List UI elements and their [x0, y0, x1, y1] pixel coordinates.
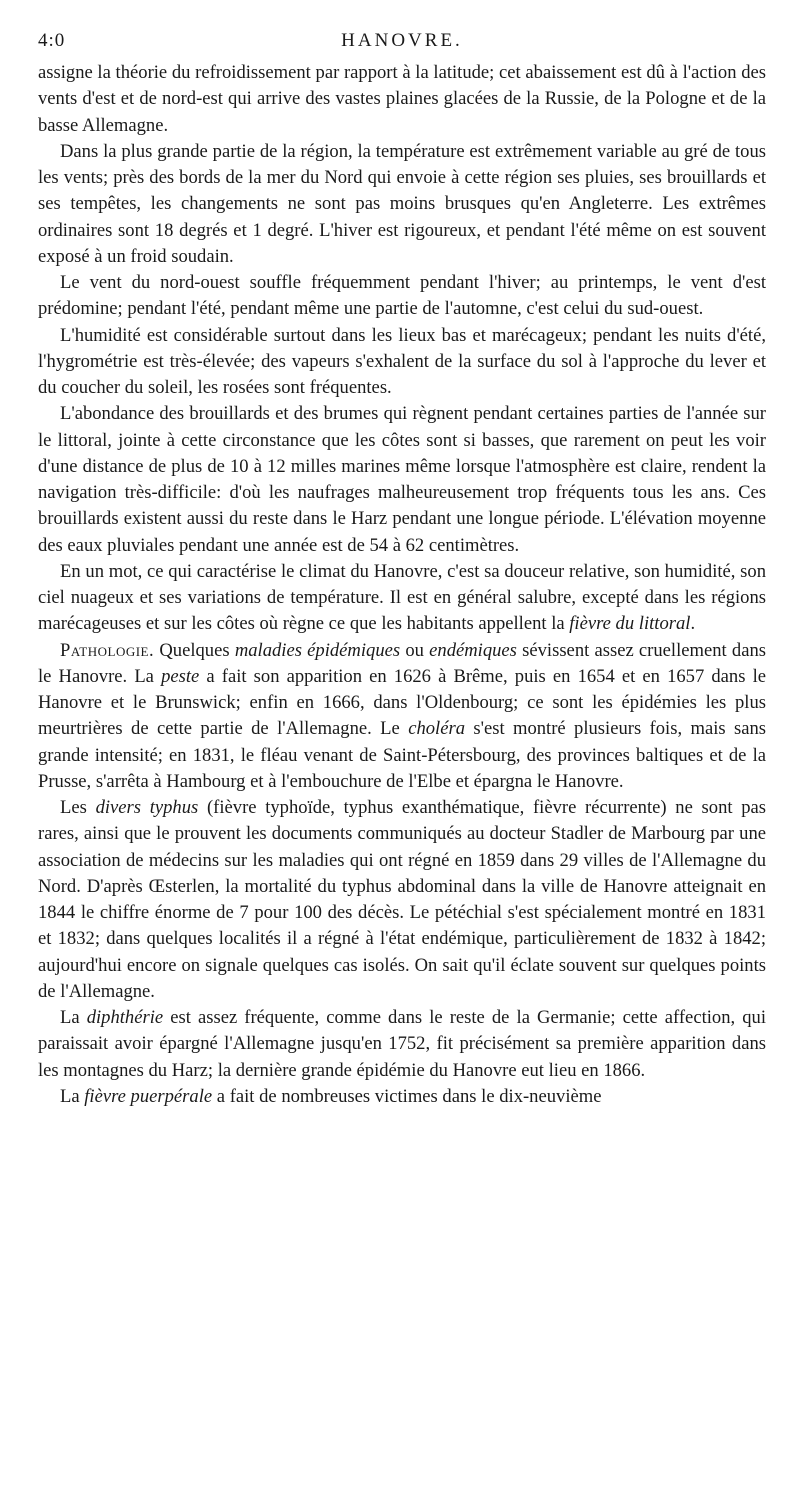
- paragraph: [38, 559, 766, 638]
- paragraph: [38, 795, 766, 1005]
- page-number: 4:0: [38, 30, 66, 51]
- italic-term: choléra: [408, 718, 465, 740]
- text-run: est assez fréquente, comme dans le reste de la Germanie; cette affection, qui paraissait avoir épargné l'Allemagne jusqu'en 1752, fit précisément sa première apparition dans les montagnes du Harz; la dernière grande épidémie du Hanovre eut lieu en 1866.: [38, 1007, 766, 1081]
- paragraph: [38, 60, 766, 139]
- text-run: Le vent du nord-ouest souffle fréquemment pendant l'hiver; au printemps, le vent d'est prédomine; pendant l'été, pendant même une partie de l'automne, c'est celui du sud-ouest.: [38, 272, 766, 320]
- paragraph: [38, 1005, 766, 1084]
- italic-term: fièvre du littoral: [569, 613, 691, 635]
- text-run: assigne la théorie du refroidissement par rapport à la latitude; cet abaissement est dû à l'action des vents d'est et de nord-est qui arrive des vastes plaines glacées de la Russie, de la Pologne et de la basse Allemagne.: [38, 62, 766, 136]
- text-run: La: [60, 1085, 85, 1107]
- italic-term: maladies épidémiques: [234, 639, 401, 661]
- text-run: L'abondance des brouillards et des brumes qui règnent pendant certaines parties de l'année sur le littoral, jointe à cette circonstance que les côtes sont si basses, que rarement on peut les voir d'une distance de plus de 10 à 12 milles marines même lorsque l'atmosphère est claire, rendent la navigation très-difficile: d'où les naufrages malheureusement trop fréquents tous les ans. Ces brouillards existent aussi du reste dans le Harz pendant une longue période. L'élévation moyenne des eaux pluviales pendant une année est de 54 à 62 centimètres.: [38, 403, 766, 556]
- text-run: sévissent assez cruellement dans le Hanovre. La: [38, 639, 766, 687]
- text-run: s'est montré plusieurs fois, mais sans grande intensité; en 1831, le fléau venant de Saint-Pétersbourg, des provinces baltiques et de la Prusse, s'arrêta à Hambourg et à l'embouchure de l'Elbe et épargna le Hanovre.: [38, 718, 766, 792]
- body-text: [38, 60, 766, 1110]
- document-page: [38, 30, 766, 1110]
- page-header: [38, 30, 766, 60]
- text-run: Les: [60, 797, 96, 818]
- text-run: .: [690, 613, 696, 635]
- italic-term: peste: [161, 665, 200, 687]
- italic-term: diphthérie: [86, 1007, 164, 1028]
- text-run: La: [60, 1007, 87, 1028]
- italic-term: endémiques: [429, 639, 517, 661]
- paragraph: [38, 139, 766, 270]
- text-run: En un mot, ce qui caractérise le climat du Hanovre, c'est sa douceur relative, son humidité, son ciel nuageux et ses variations de température. Il est en général salubre, excepté dans les régions marécageuses et sur les côtes où règne ce que les habitants appellent la: [38, 560, 766, 635]
- section-heading: Pathologie.: [60, 639, 155, 661]
- paragraph: [38, 638, 766, 796]
- text-run: Dans la plus grande partie de la région, la température est extrêmement variable au gré de tous les vents; près des bords de la mer du Nord qui envoie à cette région ses pluies, ses brouillards et ses tempêtes, les changements ne sont pas moins brusques qu'en Angleterre. Les extrêmes ordinaires sont 18 degrés et 1 degré. L'hiver est rigoureux, et pendant l'été même on est souvent exposé à un froid soudain.: [38, 140, 766, 267]
- running-title: HANOVRE.: [341, 30, 463, 51]
- paragraph: [38, 270, 766, 323]
- paragraph: [38, 323, 766, 402]
- text-run: a fait de nombreuses victimes dans le dix-neuvième: [212, 1085, 602, 1107]
- paragraph: [38, 401, 766, 559]
- text-run: a fait son apparition en 1626 à Brême, puis en 1654 et en 1657 dans le Hanovre et le Brunswick; enfin en 1666, dans l'Oldenbourg; ce sont les épidémies les plus meurtrières de cette partie de l'Allemagne. Le: [38, 665, 767, 740]
- text-run: L'humidité est considérable surtout dans les lieux bas et marécageux; pendant les nuits d'été, l'hygrométrie est très-élevée; des vapeurs s'exhalent de la surface du sol à l'approche du lever et du coucher du soleil, les rosées sont fréquentes.: [38, 324, 766, 398]
- text-run: (fièvre typhoïde, typhus exanthématique, fièvre récurrente) ne sont pas rares, ainsi que le prouvent les documents communiqués au docteur Stadler de Marbourg par une association de médecins sur les maladies qui ont régné en 1859 dans 29 villes de l'Allemagne du Nord. D'après Œsterlen, la mortalité du typhus abdominal dans la ville de Hanovre atteignait en 1844 le chiffre énorme de 7 pour 100 des décès. Le pétéchial s'est spécialement montré en 1831 et 1832; dans quelques localités il a régné à l'état endémique, particulièrement de 1832 à 1842; aujourd'hui encore on signale quelques cas isolés. On sait qu'il éclate souvent sur quelques points de l'Allemagne.: [38, 797, 767, 1002]
- italic-term: divers typhus: [95, 797, 199, 818]
- text-run: Quelques: [154, 639, 235, 661]
- italic-term: fièvre puerpérale: [84, 1085, 213, 1107]
- paragraph: [38, 1084, 766, 1110]
- text-run: ou: [400, 639, 430, 661]
